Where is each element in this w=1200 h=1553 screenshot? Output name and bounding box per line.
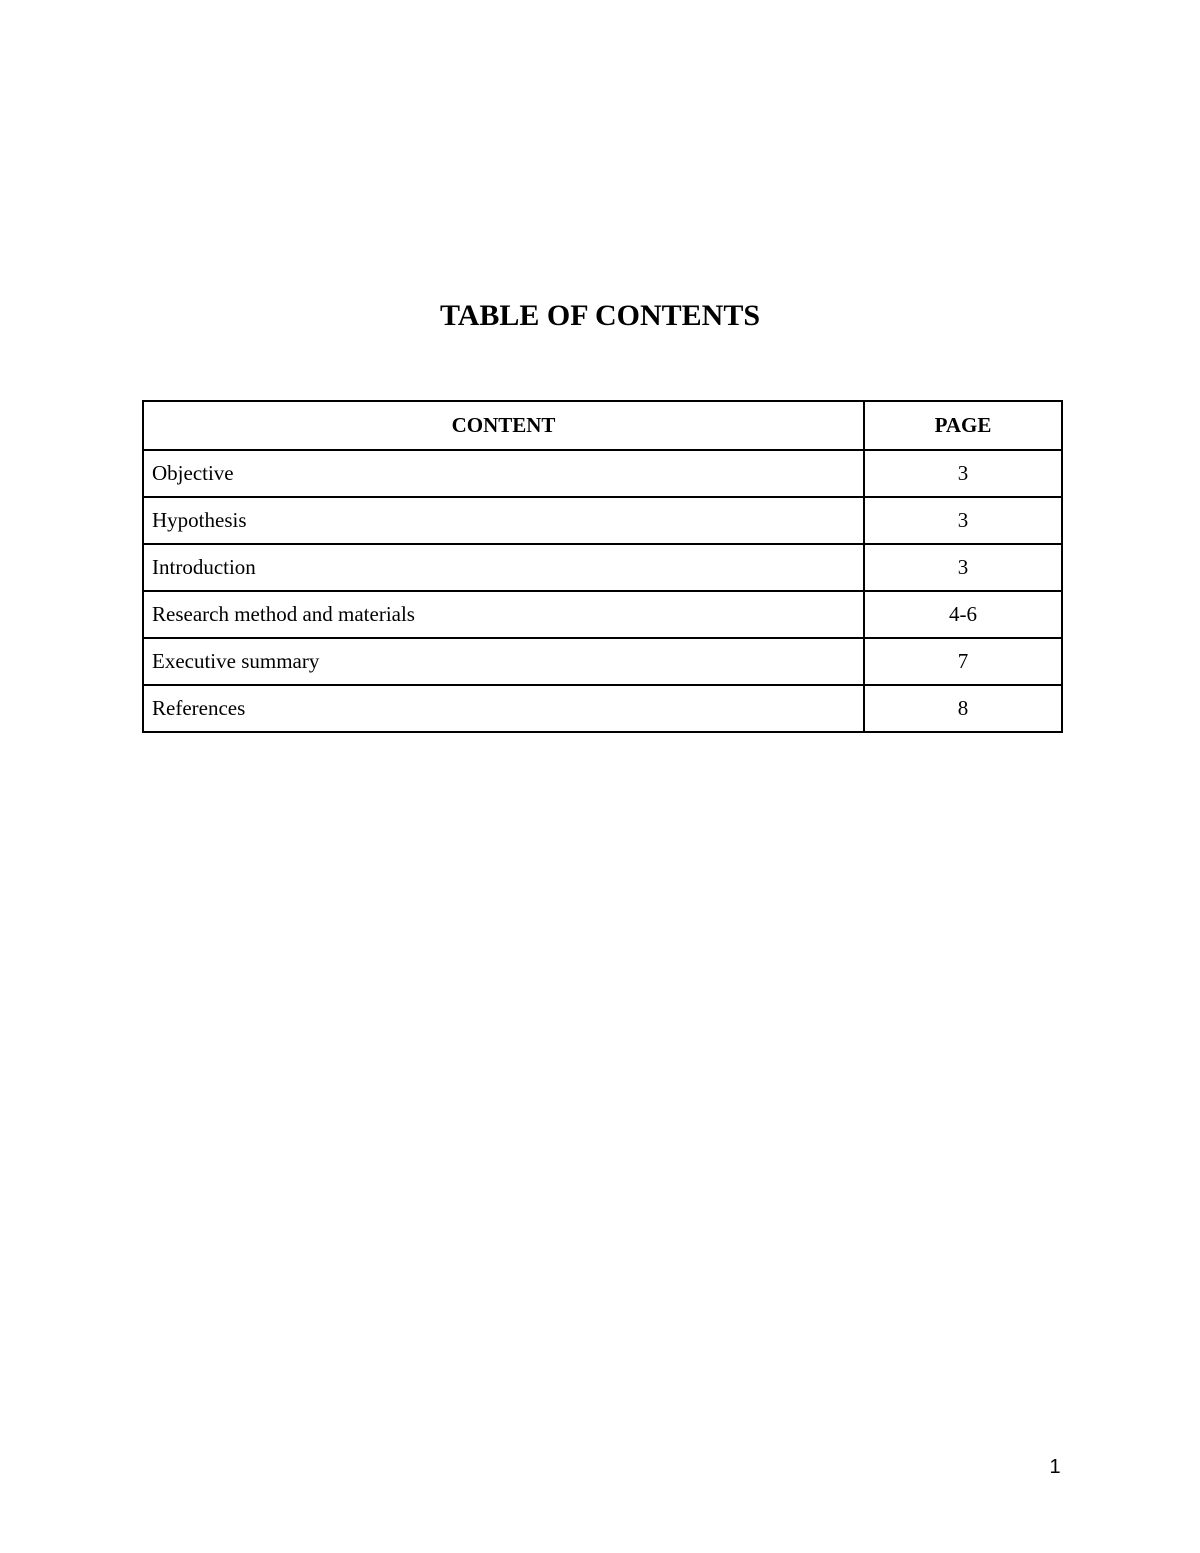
toc-page: 3 (864, 544, 1062, 591)
page-number: 1 (1049, 1456, 1061, 1478)
toc-page: 8 (864, 685, 1062, 732)
table-row (143, 450, 1062, 497)
table-row (143, 544, 1062, 591)
toc-entry: Research method and materials (143, 591, 864, 638)
toc-page: 7 (864, 638, 1062, 685)
toc-entry: References (143, 685, 864, 732)
toc-page: 3 (864, 497, 1062, 544)
table-row (143, 591, 1062, 638)
table-row (143, 638, 1062, 685)
toc-entry: Introduction (143, 544, 864, 591)
table-row (143, 685, 1062, 732)
toc-entry: Hypothesis (143, 497, 864, 544)
content-column-header: CONTENT (143, 401, 864, 450)
toc-page: 3 (864, 450, 1062, 497)
table-of-contents (142, 400, 1063, 733)
toc-entry: Executive summary (143, 638, 864, 685)
table-header-row (143, 401, 1062, 450)
toc-page: 4-6 (864, 591, 1062, 638)
table-row (143, 497, 1062, 544)
page-title: TABLE OF CONTENTS (439, 299, 761, 332)
toc-entry: Objective (143, 450, 864, 497)
page-column-header: PAGE (864, 401, 1062, 450)
